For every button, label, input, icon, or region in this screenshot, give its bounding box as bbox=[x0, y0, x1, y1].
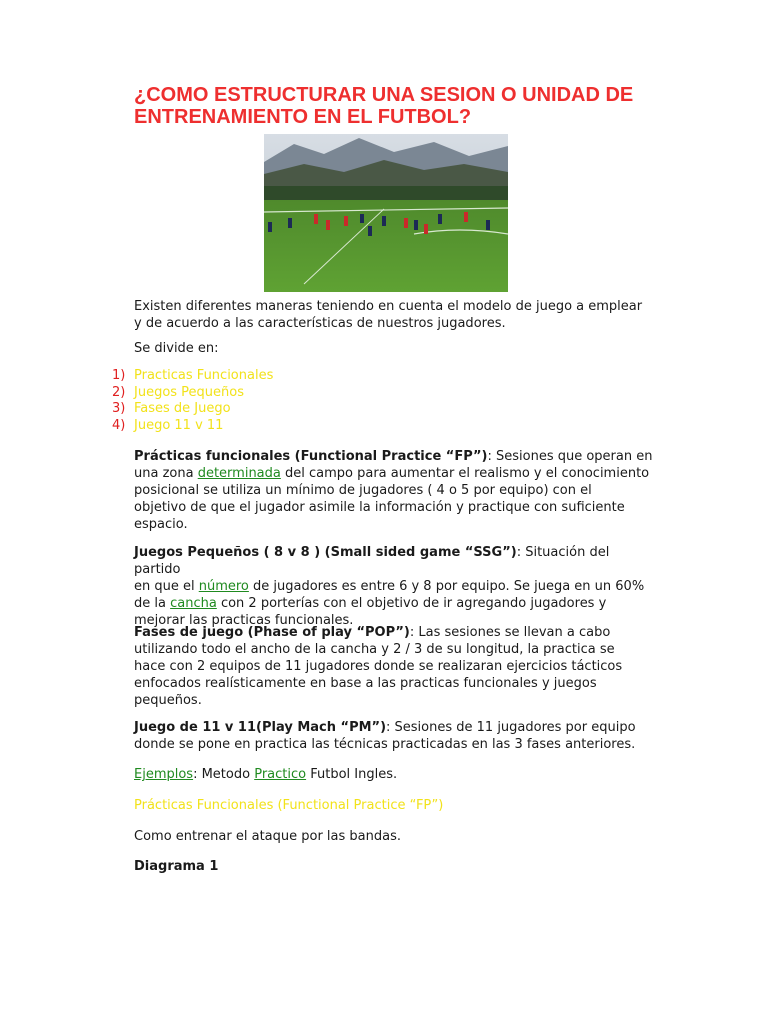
intro-line-1: Existen diferentes maneras teniendo en cuenta el modelo de juego a emplear bbox=[134, 299, 643, 314]
fp-line-1: : Sesiones que operan en bbox=[487, 449, 653, 464]
pm-line-2: donde se pone en practica las técnicas practicadas en las 3 fases anteriores. bbox=[134, 737, 636, 752]
link-determinada[interactable]: determinada bbox=[197, 466, 281, 481]
fp-paragraph bbox=[134, 448, 654, 533]
list-number: 3) bbox=[112, 401, 126, 416]
list-number: 1) bbox=[112, 368, 126, 383]
ssg-line-1: : Situación del partido bbox=[134, 545, 610, 577]
fp-heading: Prácticas funcionales (Functional Practice “FP”) bbox=[134, 449, 488, 464]
ssg-line-2b: de jugadores es entre 6 y 8 por equipo. Se juega en un 60% bbox=[248, 579, 645, 594]
pop-line-3: hace con 2 equipos de 11 jugadores donde se realizaran ejercicios tácticos bbox=[134, 659, 623, 674]
list-item bbox=[112, 368, 273, 385]
link-practico[interactable]: Practico bbox=[254, 767, 307, 782]
list-label: Juego 11 v 11 bbox=[134, 417, 224, 433]
ssg-paragraph bbox=[134, 544, 654, 629]
diagram-label: Diagrama 1 bbox=[134, 859, 219, 874]
fp-line-2b: del campo para aumentar el realismo y el conocimiento bbox=[280, 466, 650, 481]
pop-line-1: : Las sesiones se llevan a cabo bbox=[409, 625, 611, 640]
link-numero[interactable]: número bbox=[198, 579, 249, 594]
ssg-line-3a: de la bbox=[134, 596, 171, 611]
pop-paragraph bbox=[134, 624, 654, 709]
list-number: 4) bbox=[112, 417, 126, 433]
ssg-heading: Juegos Pequeños ( 8 v 8 ) (Small sided game “SSG”) bbox=[134, 545, 517, 560]
title-line-2: ENTRENAMIENTO EN EL FUTBOL? bbox=[134, 106, 472, 128]
list-label: Fases de Juego bbox=[134, 401, 231, 416]
fp-line-4: objetivo de que el jugador asimile la información y practique con suficiente bbox=[134, 500, 625, 515]
fp-line-2a: una zona bbox=[134, 466, 198, 481]
pm-heading: Juego de 11 v 11(Play Mach “PM”) bbox=[134, 720, 387, 735]
pop-line-2: utilizando todo el ancho de la cancha y 2 / 3 de su longitud, la practica se bbox=[134, 642, 615, 657]
pop-line-4: enfocados realísticamente en base a las practicas funcionales y juegos bbox=[134, 676, 597, 691]
ssg-line-3b: con 2 porterías con el objetivo de ir agregando jugadores y bbox=[216, 596, 607, 611]
list-label: Juegos Pequeños bbox=[134, 384, 245, 400]
ssg-line-2a: en que el bbox=[134, 579, 199, 594]
fp-line-3: posicional se utiliza un mínimo de jugadores ( 4 o 5 por equipo) con el bbox=[134, 483, 592, 498]
link-cancha[interactable]: cancha bbox=[170, 596, 217, 611]
intro-paragraph bbox=[134, 298, 654, 332]
title-line-1: ¿COMO ESTRUCTURAR UNA SESION O UNIDAD DE bbox=[134, 84, 634, 106]
session-type-list bbox=[112, 368, 273, 434]
fp-section-title: Prácticas Funcionales (Functional Practice “FP”) bbox=[134, 798, 444, 813]
fp-line-5: espacio. bbox=[134, 517, 188, 532]
attack-line: Como entrenar el ataque por las bandas. bbox=[134, 829, 401, 844]
pop-line-5: pequeños. bbox=[134, 693, 202, 708]
link-ejemplos[interactable]: Ejemplos bbox=[134, 767, 194, 782]
list-item bbox=[112, 385, 273, 402]
pm-line-1: : Sesiones de 11 jugadores por equipo bbox=[386, 720, 636, 735]
list-number: 2) bbox=[112, 384, 126, 400]
list-item bbox=[112, 418, 273, 435]
soccer-field-photo bbox=[264, 134, 508, 292]
list-label: Practicas Funcionales bbox=[134, 368, 274, 383]
examples-end: Futbol Ingles. bbox=[306, 767, 398, 782]
examples-mid: : Metodo bbox=[193, 767, 255, 782]
examples-line bbox=[134, 766, 654, 783]
ssg-line-4: mejorar las practicas funcionales. bbox=[134, 613, 354, 628]
list-item bbox=[112, 401, 273, 418]
intro-line-2: y de acuerdo a las características de nuestros jugadores. bbox=[134, 316, 506, 331]
divide-label: Se divide en: bbox=[134, 341, 219, 356]
pm-paragraph bbox=[134, 719, 654, 753]
page-title bbox=[134, 84, 654, 128]
pop-heading: Fases de juego (Phase of play “POP”) bbox=[134, 625, 410, 640]
